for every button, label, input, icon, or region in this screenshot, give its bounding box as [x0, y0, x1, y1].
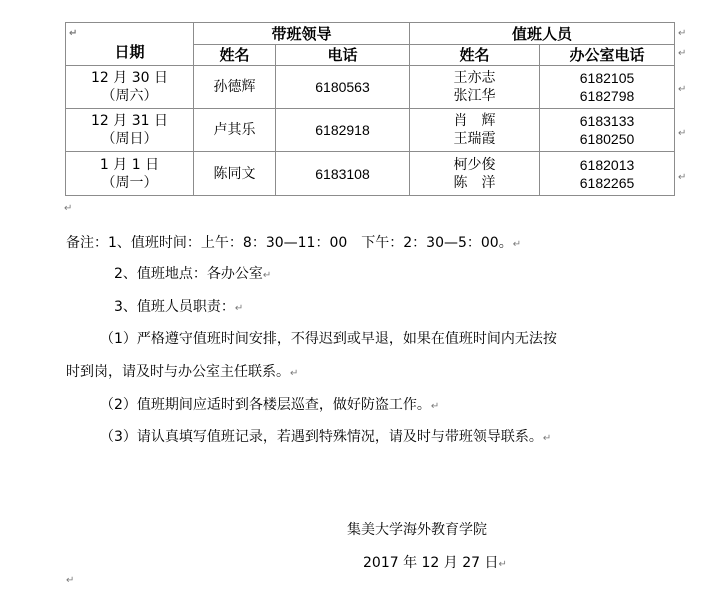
- weekday-text: （周一）: [101, 174, 158, 191]
- staff-phone: 6182013: [579, 156, 635, 173]
- paragraph-mark: ↵: [290, 368, 299, 379]
- staff-name: 王瑞霞: [453, 131, 496, 147]
- paragraph-mark: ↵: [512, 239, 522, 250]
- weekday-text: （周日）: [101, 131, 158, 147]
- leader-phone-cell: 6182918: [276, 109, 410, 152]
- date-cell: [66, 66, 194, 109]
- date-cell: [66, 109, 194, 152]
- staff-names-cell: [410, 152, 540, 196]
- staff-name: 王亦志: [453, 70, 496, 86]
- end-of-row-mark: ↵: [678, 48, 687, 59]
- paragraph-mark: ↵: [430, 401, 440, 412]
- signature-org-text: 集美大学海外教育学院: [347, 522, 487, 538]
- header-date: [66, 23, 194, 66]
- duty-item-1-text: （1）严格遵守值班时间安排，不得迟到或早退，如果在值班时间内无法按: [100, 331, 557, 347]
- header-date-label: 日期: [114, 43, 145, 61]
- note-duties-heading: [114, 296, 243, 316]
- paragraph-mark: ↵: [262, 270, 272, 281]
- note-location-text: 2、值班地点：各办公室: [114, 266, 263, 282]
- header-leader-phone: 电话: [276, 45, 410, 66]
- header-leader-group: 带班领导: [194, 23, 410, 45]
- header-staff-phone: 办公室电话: [540, 45, 675, 66]
- leader-name-cell: 卢其乐: [194, 109, 276, 152]
- end-of-row-mark: ↵: [678, 84, 687, 95]
- staff-phones-cell: [540, 109, 675, 152]
- paragraph-mark: ↵: [69, 28, 78, 39]
- table-row: [66, 66, 675, 109]
- signature-date: [363, 552, 507, 572]
- note-time: [66, 232, 521, 252]
- table-row: [66, 152, 675, 196]
- staff-name: 肖 辉: [453, 113, 496, 129]
- staff-phone: 6182265: [579, 174, 635, 191]
- end-of-row-mark: ↵: [678, 28, 687, 39]
- staff-phone: 6182798: [579, 88, 635, 104]
- date-text: 1 月 1 日: [99, 156, 160, 173]
- duty-item-2-text: （2）值班期间应适时到各楼层巡查，做好防盗工作。: [100, 397, 431, 413]
- duty-item-2: [100, 394, 439, 414]
- leader-name-cell: 陈同文: [194, 152, 276, 196]
- signature-org: [347, 519, 487, 539]
- duty-item-3: [100, 426, 551, 446]
- staff-phone: 6183133: [579, 113, 635, 129]
- leader-phone-cell: 6180563: [276, 66, 410, 109]
- staff-phones-cell: [540, 66, 675, 109]
- duty-item-1-cont: [66, 361, 298, 381]
- duty-item-3-text: （3）请认真填写值班记录，若遇到特殊情况，请及时与带班领导联系。: [100, 429, 543, 445]
- leader-phone-cell: 6183108: [276, 152, 410, 196]
- staff-phone: 6180250: [579, 131, 635, 147]
- end-of-row-mark: ↵: [678, 172, 687, 183]
- note-time-text: 备注：1、值班时间：上午：8：30—11：00 下午：2：30—5：00。: [66, 235, 513, 251]
- date-cell: [66, 152, 194, 196]
- paragraph-mark: ↵: [234, 303, 244, 314]
- paragraph-mark: ↵: [542, 433, 552, 444]
- duty-item-1: [100, 328, 557, 348]
- staff-name: 张江华: [453, 88, 496, 104]
- paragraph-mark: ↵: [498, 559, 507, 570]
- table-row: [66, 109, 675, 152]
- staff-phone: 6182105: [579, 70, 635, 86]
- duty-schedule-table: [65, 22, 675, 196]
- duty-item-1-cont-text: 时到岗，请及时与办公室主任联系。: [66, 364, 290, 380]
- weekday-text: （周六）: [101, 88, 158, 104]
- staff-names-cell: [410, 66, 540, 109]
- staff-names-cell: [410, 109, 540, 152]
- date-text: 12 月 30 日: [91, 70, 168, 86]
- paragraph-mark: ↵: [64, 203, 73, 214]
- signature-date-text: 2017 年 12 月 27 日: [363, 555, 499, 571]
- paragraph-mark: ↵: [66, 575, 75, 586]
- staff-name: 陈 洋: [453, 174, 496, 191]
- note-duties-heading-text: 3、值班人员职责：: [114, 299, 235, 315]
- header-staff-group: 值班人员: [410, 23, 675, 45]
- leader-name-cell: 孙德辉: [194, 66, 276, 109]
- date-text: 12 月 31 日: [91, 113, 168, 129]
- header-staff-name: 姓名: [410, 45, 540, 66]
- note-location: [114, 263, 271, 283]
- end-of-row-mark: ↵: [678, 128, 687, 139]
- staff-name: 柯少俊: [453, 156, 496, 173]
- staff-phones-cell: [540, 152, 675, 196]
- header-leader-name: 姓名: [194, 45, 276, 66]
